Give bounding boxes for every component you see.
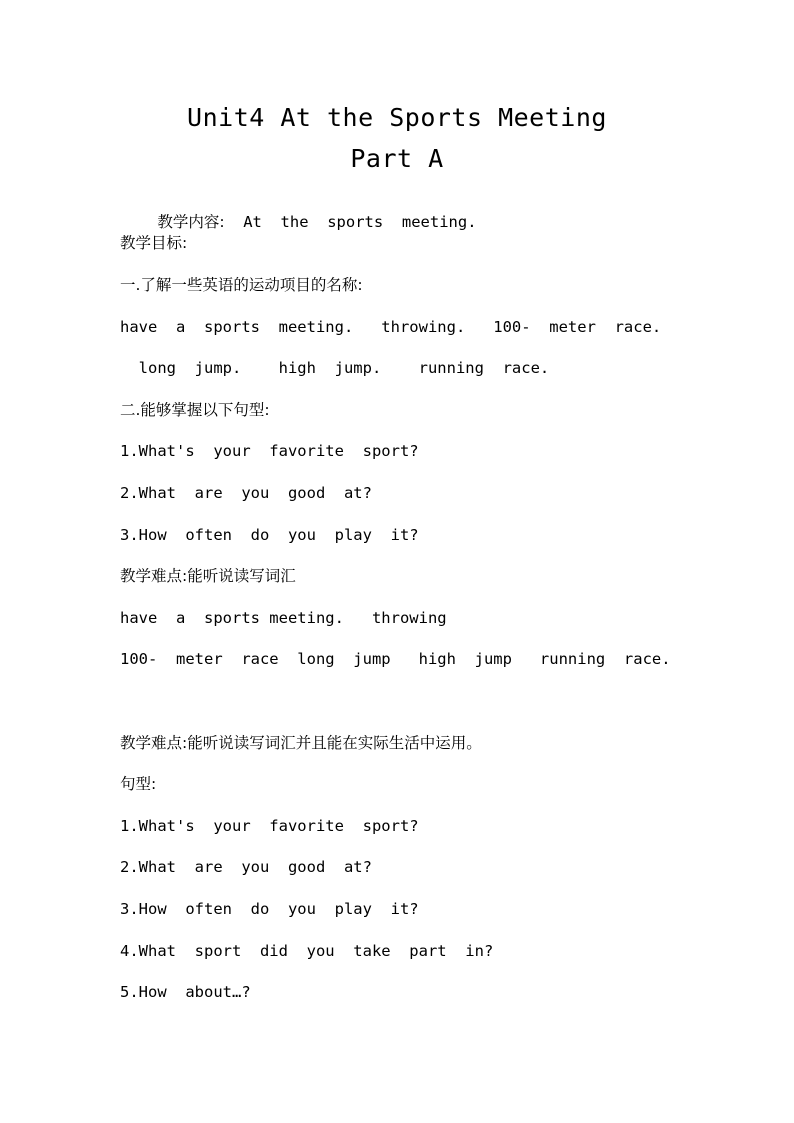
difficulty-heading-2: 教学难点:能听说读写词汇并且能在实际生活中运用。: [120, 734, 482, 752]
sentence-a-1: 1.What's your favorite sport?: [120, 442, 419, 460]
document-title: Unit4 At the Sports Meeting: [187, 103, 607, 132]
difficulty-vocab-line-2: 100- meter race long jump high jump running race.: [120, 650, 671, 668]
difficulty-vocab-line-1: have a sports meeting. throwing: [120, 609, 447, 627]
sentence-patterns-label: 句型:: [120, 775, 157, 793]
teaching-objectives-label: 教学目标:: [120, 234, 188, 252]
vocab-line-2: long jump. high jump. running race.: [120, 359, 550, 377]
sentence-a-3: 3.How often do you play it?: [120, 526, 419, 544]
sentence-b-5: 5.How about…?: [120, 983, 251, 1001]
teaching-content-label: 教学内容:: [157, 213, 225, 231]
document-subtitle: Part A: [350, 144, 444, 173]
section-one-heading: 一.了解一些英语的运动项目的名称:: [120, 276, 363, 294]
sentence-b-2: 2.What are you good at?: [120, 858, 372, 876]
sentence-b-3: 3.How often do you play it?: [120, 900, 419, 918]
sentence-b-1: 1.What's your favorite sport?: [120, 817, 419, 835]
vocab-line-1: have a sports meeting. throwing. 100- meter race.: [120, 318, 662, 336]
teaching-content-text: At the sports meeting.: [224, 213, 477, 231]
sentence-a-2: 2.What are you good at?: [120, 484, 372, 502]
section-two-heading: 二.能够掌握以下句型:: [120, 401, 270, 419]
sentence-b-4: 4.What sport did you take part in?: [120, 942, 494, 960]
difficulty-heading-1: 教学难点:能听说读写词汇: [120, 567, 296, 585]
